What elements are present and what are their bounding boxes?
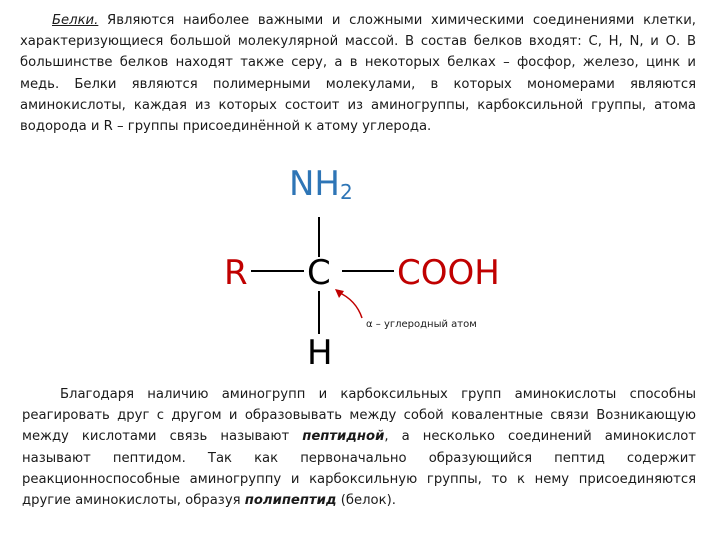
peptide-text-3: (белок). [336,493,396,509]
term-polypeptide: полипептид [244,493,337,509]
intro-text: Являются наиболее важными и сложными химическими соединениями клетки, характеризующиеся большой молекулярной массой. В состав белков входят: С, Н, N, и О. В большинстве белков находят также серу, а в некоторых белках – фосфор, железо, цинк и медь. Белки являются полимерными молекулами, в которых мономерами являются аминокислоты, каждая из которых состоит из аминогруппы, карбоксильной группы, атома водорода и R – группы присоединённой к атому углерода. [20,13,696,135]
carbon-label: C [307,253,331,293]
term-proteins: Белки. [52,13,99,28]
amino-subscript: 2 [340,180,353,204]
peptide-text-2: , а несколько соединений аминокислот называют пептидом. Так как первоначально образующийся пептид содержит реакционноспособные аминогруппу и карбоксильную группы, то к нему присоединяются другие аминокислоты, образуя [22,429,696,509]
term-peptide-bond: пептидной [302,429,385,445]
alpha-arrow [338,292,362,318]
hydrogen-label: H [307,333,333,373]
carboxyl-group-label: COOH [397,253,500,293]
alpha-carbon-caption: α – углеродный атом [366,319,477,330]
peptide-text-1: Благодаря наличию аминогрупп и карбоксильных групп аминокислоты способны реагировать друг с другом и образовывать между собой ковалентные связи Возникающую между кислотами связь называют [22,387,696,445]
peptide-paragraph [22,384,696,511]
amino-group-label: $NH_2$ [289,164,353,204]
radical-label: R [224,253,248,293]
